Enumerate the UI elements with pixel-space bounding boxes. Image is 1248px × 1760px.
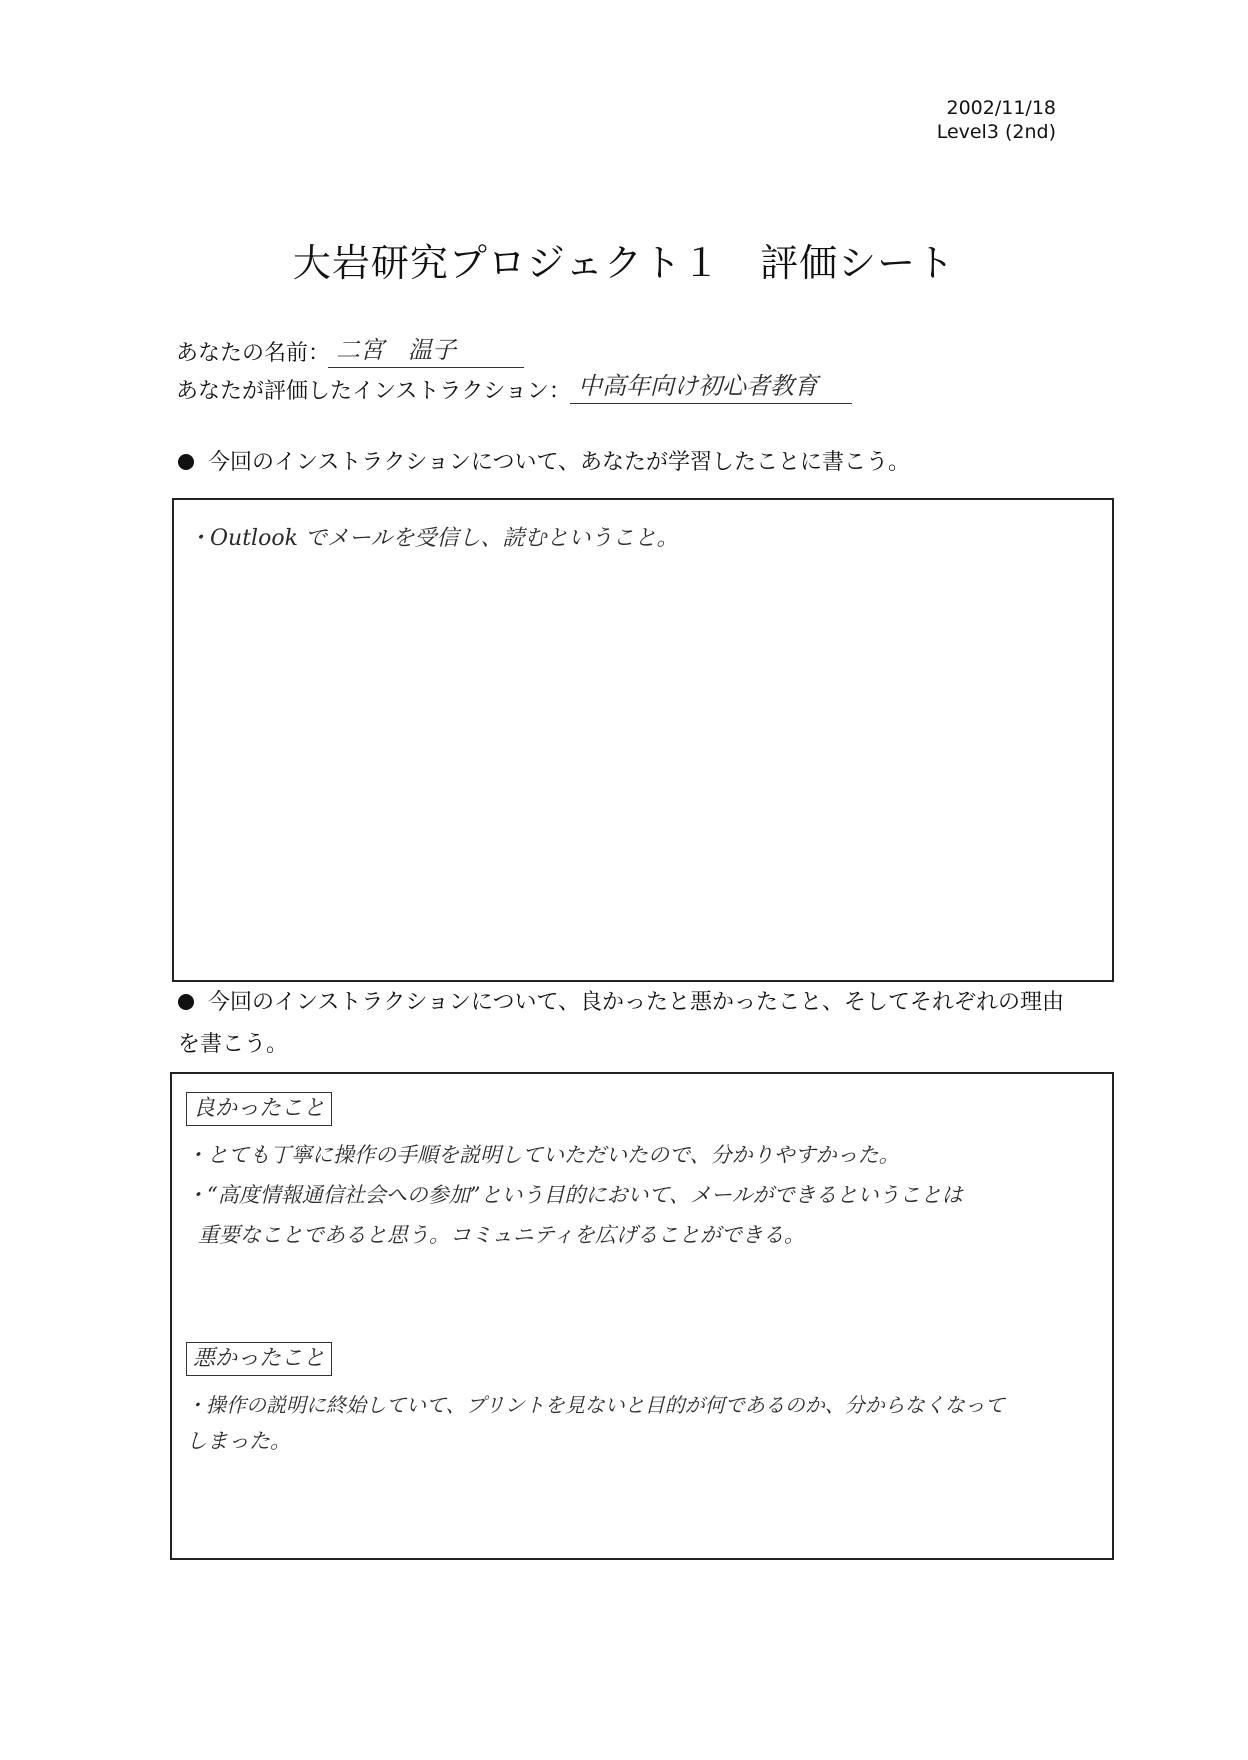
document-date: 2002/11/18 <box>946 97 1056 119</box>
name-value: 二宮 温子 <box>328 330 524 368</box>
bad-points-label: 悪かったこと <box>186 1342 332 1376</box>
good-line-2: ・“高度情報通信社会への参加”という目的において、メールができるということは <box>186 1183 963 1207</box>
section1-heading <box>178 448 910 478</box>
good-line-3: 重要なことであると思う。コミュニティを広げることができる。 <box>198 1223 805 1247</box>
good-line-1: ・とても丁寧に操作の手順を説明していただいたので、分かりやすかった。 <box>186 1143 900 1167</box>
section1-heading-text: 今回のインストラクションについて、あなたが学習したことに書こう。 <box>208 450 911 475</box>
instruction-label: あなたが評価したインストラクション： <box>176 379 571 404</box>
document-level: Level3 (2nd) <box>936 121 1056 143</box>
bullet-icon <box>178 454 194 470</box>
section2-heading-text: 今回のインストラクションについて、良かったと悪かったこと、そしてそれぞれの理由 <box>208 990 1065 1015</box>
bullet-icon <box>178 994 194 1010</box>
good-bad-answer-box <box>170 1072 1114 1560</box>
name-label: あなたの名前： <box>176 341 331 366</box>
bad-line-2: しまった。 <box>186 1429 291 1453</box>
learned-answer-box <box>172 498 1114 982</box>
good-points-label: 良かったこと <box>186 1092 332 1126</box>
page-title: 大岩研究プロジェクト１ 評価シート <box>292 241 956 285</box>
section2-heading-cont: を書こう。 <box>178 1032 289 1057</box>
bad-line-1: ・操作の説明に終始していて、プリントを見ないと目的が何であるのか、分からなくなって <box>186 1393 1005 1417</box>
learned-answer-text: ・Outlook でメールを受信し、読むということ。 <box>188 526 679 551</box>
instruction-value: 中高年向け初心者教育 <box>570 366 852 404</box>
section2-heading <box>178 988 1064 1018</box>
